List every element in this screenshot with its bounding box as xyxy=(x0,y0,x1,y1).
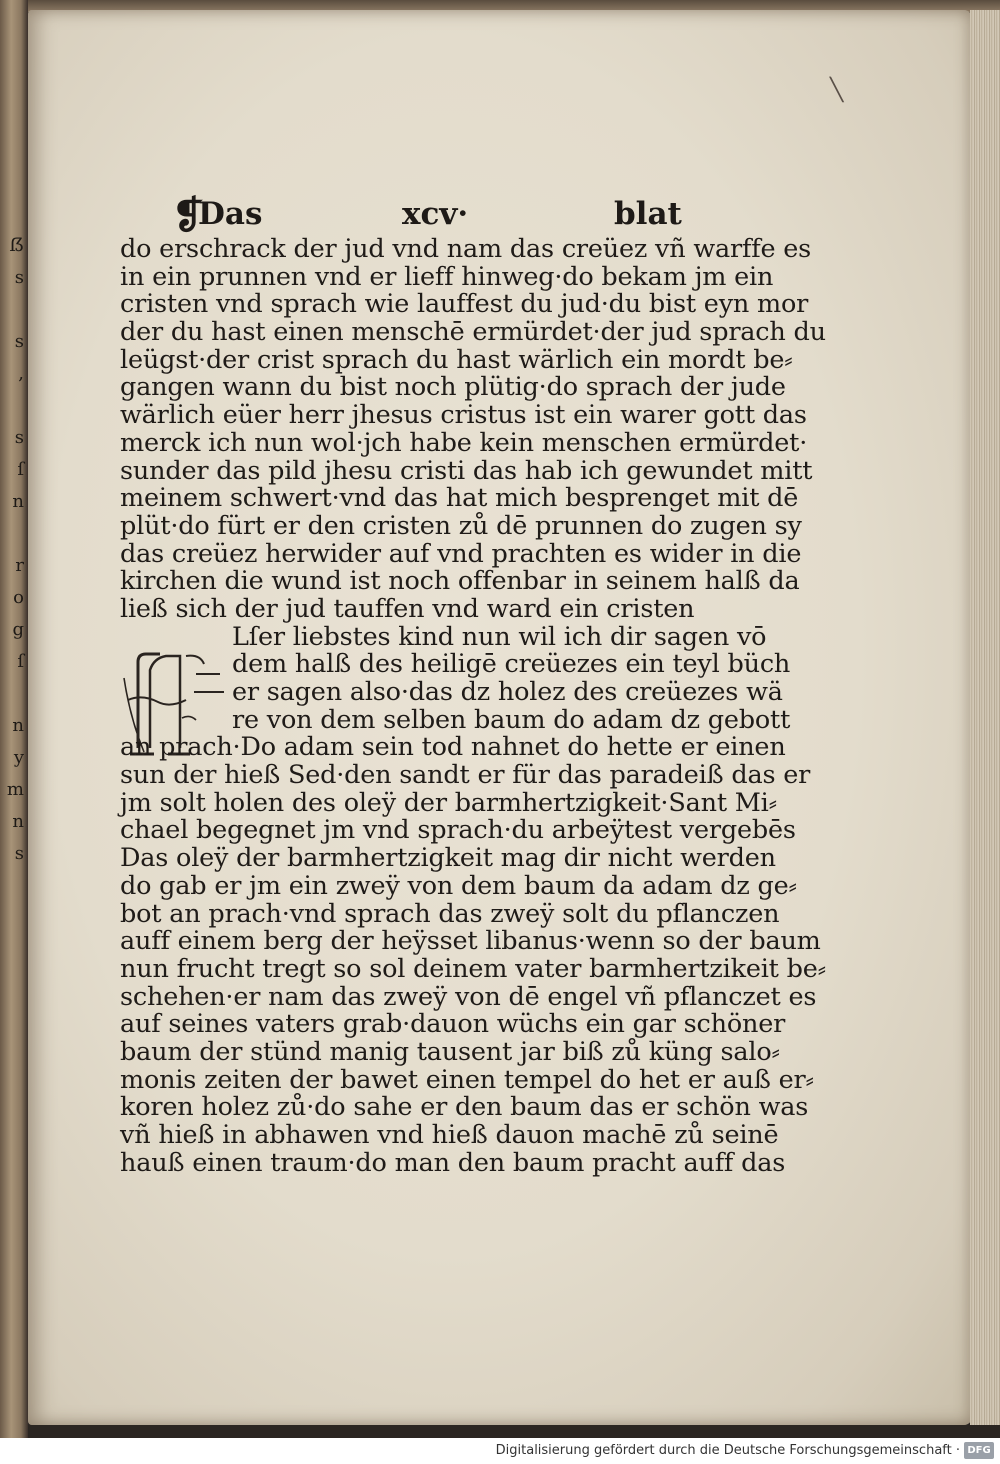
text-line: das creüez herwider auf vnd prachten es wider in die xyxy=(120,538,802,569)
text-line: meinem schwert·vnd das hat mich besprenget mit dē xyxy=(120,483,799,514)
text-line: sun der hieß Sed·den sandt er für das paradeiß das er xyxy=(120,760,811,791)
left-margin-glyph xyxy=(0,390,24,422)
text-line: der du hast einen menschē ermürdet·der jud sprach du xyxy=(120,317,826,348)
left-page-fragment xyxy=(0,230,24,870)
left-margin-glyph: s xyxy=(14,427,24,448)
text-line: dem halß des heiligē creüezes ein teyl büch xyxy=(232,649,791,680)
text-line: er sagen also·das dz holez des creüezes wä xyxy=(232,677,783,707)
text-line: do erschrack der jud vnd nam das creüez vñ warffe es xyxy=(120,234,812,264)
text-line: plüt·do fürt er den cristen zů dē prunnen do zugen sy xyxy=(120,510,802,541)
text-line: auff einem berg der heÿsset libanus·wenn so der baum xyxy=(120,926,821,957)
left-margin-glyph: , xyxy=(18,363,24,384)
footer-bar xyxy=(0,1438,1000,1464)
text-line: bot an prach·vnd sprach das zweÿ solt du pflanczen xyxy=(120,898,780,929)
left-margin-glyph: o xyxy=(13,587,24,608)
paragraph-2 xyxy=(120,732,826,1178)
left-margin-glyph: ſ xyxy=(17,651,24,672)
pilcrow-icon: ❡ xyxy=(172,192,204,237)
text-line: kirchen die wund ist noch offenbar in seinem halß da xyxy=(120,566,800,597)
text-line: jm solt holen des oleÿ der barmhertzigkeit·Sant Mi⸗ xyxy=(120,787,777,818)
text-body xyxy=(120,234,826,1178)
text-line: merck ich nun wol·jch habe kein menschen ermürdet· xyxy=(120,427,808,458)
text-line: baum der stünd manig tausent jar biß zů küng salo⸗ xyxy=(120,1036,780,1067)
funding-credit: Digitalisierung gefördert durch die Deutsche Forschungsgemeinschaft · xyxy=(495,1443,960,1458)
running-head-right: blat xyxy=(614,196,682,232)
folio-number: xcv· xyxy=(402,196,469,232)
left-page-edge xyxy=(0,0,28,1438)
text-line: wärlich eüer herr jhesus cristus ist ein warer gott das xyxy=(120,400,807,431)
text-line: do gab er jm ein zweÿ von dem baum da adam dz ge⸗ xyxy=(120,870,797,901)
text-line: sunder das pild jhesu cristi das hab ich gewundet mitt xyxy=(120,455,813,486)
left-margin-glyph xyxy=(0,294,24,326)
running-head-left: Das xyxy=(198,196,263,232)
text-line: monis zeiten der bawet einen tempel do het er auß er⸗ xyxy=(120,1064,814,1095)
text-line: Das oleÿ der barmhertzigkeit mag dir nicht werden xyxy=(120,843,776,874)
left-margin-glyph: y xyxy=(13,747,24,768)
text-line: schehen·er nam das zweÿ von dē engel vñ pflanczet es xyxy=(120,981,817,1012)
text-line: vñ hieß in abhawen vnd hieß dauon machē zů seinē xyxy=(120,1120,779,1150)
fore-edge xyxy=(970,10,1000,1425)
text-line: hauß einen traum·do man den baum pracht auff das xyxy=(120,1147,786,1178)
text-line: in ein prunnen vnd er lieff hinweg·do bekam jm ein xyxy=(120,261,774,292)
left-margin-glyph: m xyxy=(6,779,24,800)
text-line: cristen vnd sprach wie lauffest du jud·du bist eyn mor xyxy=(120,289,809,320)
text-line: nun frucht tregt so sol deinem vater barmhertzikeit be⸗ xyxy=(120,953,826,984)
left-margin-glyph: n xyxy=(12,811,24,832)
text-line: an prach·Do adam sein tod nahnet do hette er einen xyxy=(120,732,786,763)
text-line: ließ sich der jud tauffen vnd ward ein cristen xyxy=(120,593,695,624)
left-margin-glyph: n xyxy=(12,491,24,512)
left-margin-glyph: ſ xyxy=(17,459,24,480)
text-line: koren holez zů·do sahe er den baum das er schön was xyxy=(120,1092,809,1123)
paragraph-1 xyxy=(120,234,826,624)
dfg-logo: DFG xyxy=(964,1442,994,1459)
left-margin-glyph xyxy=(0,518,24,550)
left-margin-glyph: g xyxy=(12,619,24,640)
text-line: auf seines vaters grab·dauon wüchs ein gar schöner xyxy=(120,1009,786,1040)
left-margin-glyph: n xyxy=(12,715,24,736)
left-margin-glyph: s xyxy=(14,267,24,288)
left-margin-glyph: r xyxy=(15,555,24,576)
text-line: chael begegnet jm vnd sprach·du arbeÿtest vergebēs xyxy=(120,815,796,846)
left-margin-glyph xyxy=(0,678,24,710)
left-margin-glyph: s xyxy=(14,843,24,864)
paragraph-2-indented xyxy=(120,621,791,735)
text-line: gangen wann du bist noch plütig·do sprach der jude xyxy=(120,372,786,403)
left-margin-glyph: s xyxy=(14,331,24,352)
left-margin-glyph: ẞ xyxy=(9,235,24,256)
text-line: Lſer liebstes kind nun wil ich dir sagen vō xyxy=(232,621,767,652)
text-line: leügst·der crist sprach du hast wärlich ein mordt be⸗ xyxy=(120,344,793,375)
pencil-mark: ╲ xyxy=(830,78,844,103)
text-line: re von dem selben baum do adam dz gebott xyxy=(232,704,791,735)
